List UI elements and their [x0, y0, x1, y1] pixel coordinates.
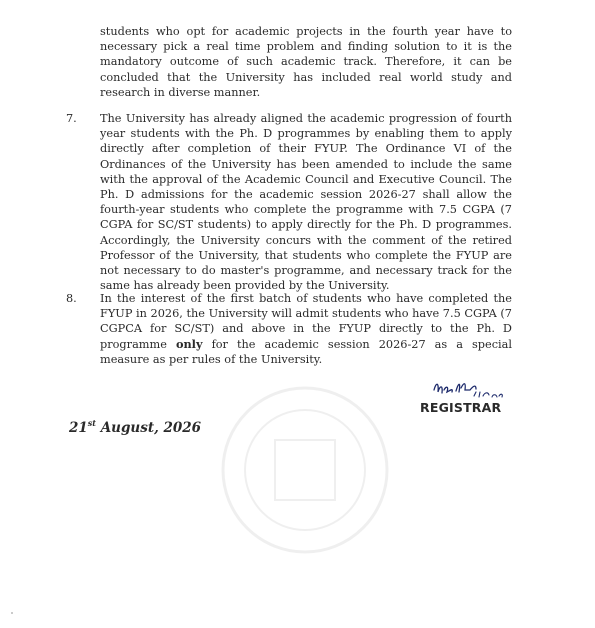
- item-paragraph: [100, 291, 512, 367]
- university-emblem-watermark: [205, 380, 405, 560]
- date-day: 21: [69, 420, 88, 436]
- date-suffix: st: [87, 418, 96, 428]
- item-number: 7.: [66, 112, 77, 125]
- signatory-title: REGISTRAR: [420, 400, 502, 415]
- item-text: for the academic session 2026-27 as a special measure as per rules of the University.: [100, 337, 512, 366]
- document-date: [69, 418, 201, 436]
- scan-speck: [11, 612, 13, 614]
- item-number: 8.: [66, 292, 77, 305]
- item-text: In the interest of the first batch of students who have completed the FYUP in 2026, the University will admit students who have 7.5 CGPA (7 CGPCA for SC/ST) and above in the FYUP directly to the Ph. D programme: [100, 292, 512, 351]
- item-paragraph: The University has already aligned the academic progression of fourth year students with the Ph. D programmes by enabling them to apply directly after completion of their FYUP. The Ordinance VI of the Ordinances of the University has been amended to include the same with the approval of the Academic Council and Executive Council. The Ph. D admissions for the academic session 2026-27 shall allow the fourth-year students who complete the programme with 7.5 CGPA (7 CGPA for SC/ST students) to apply directly for the Ph. D programmes. Accordingly, the University concurs with the comment of the retired Professor of the University, that students who complete the FYUP are not necessary to do master's programme, and necessary track for the same has already been provided by the University.: [100, 112, 512, 293]
- date-rest: August, 2026: [96, 420, 202, 436]
- continuation-paragraph: students who opt for academic projects in the fourth year have to necessary pick a real time problem and finding solution to it is the mandatory outcome of such academic track. Therefore, it can be concluded that the University has included real world study and research in diverse manner.: [100, 25, 512, 99]
- emphasis-text: only: [175, 336, 203, 351]
